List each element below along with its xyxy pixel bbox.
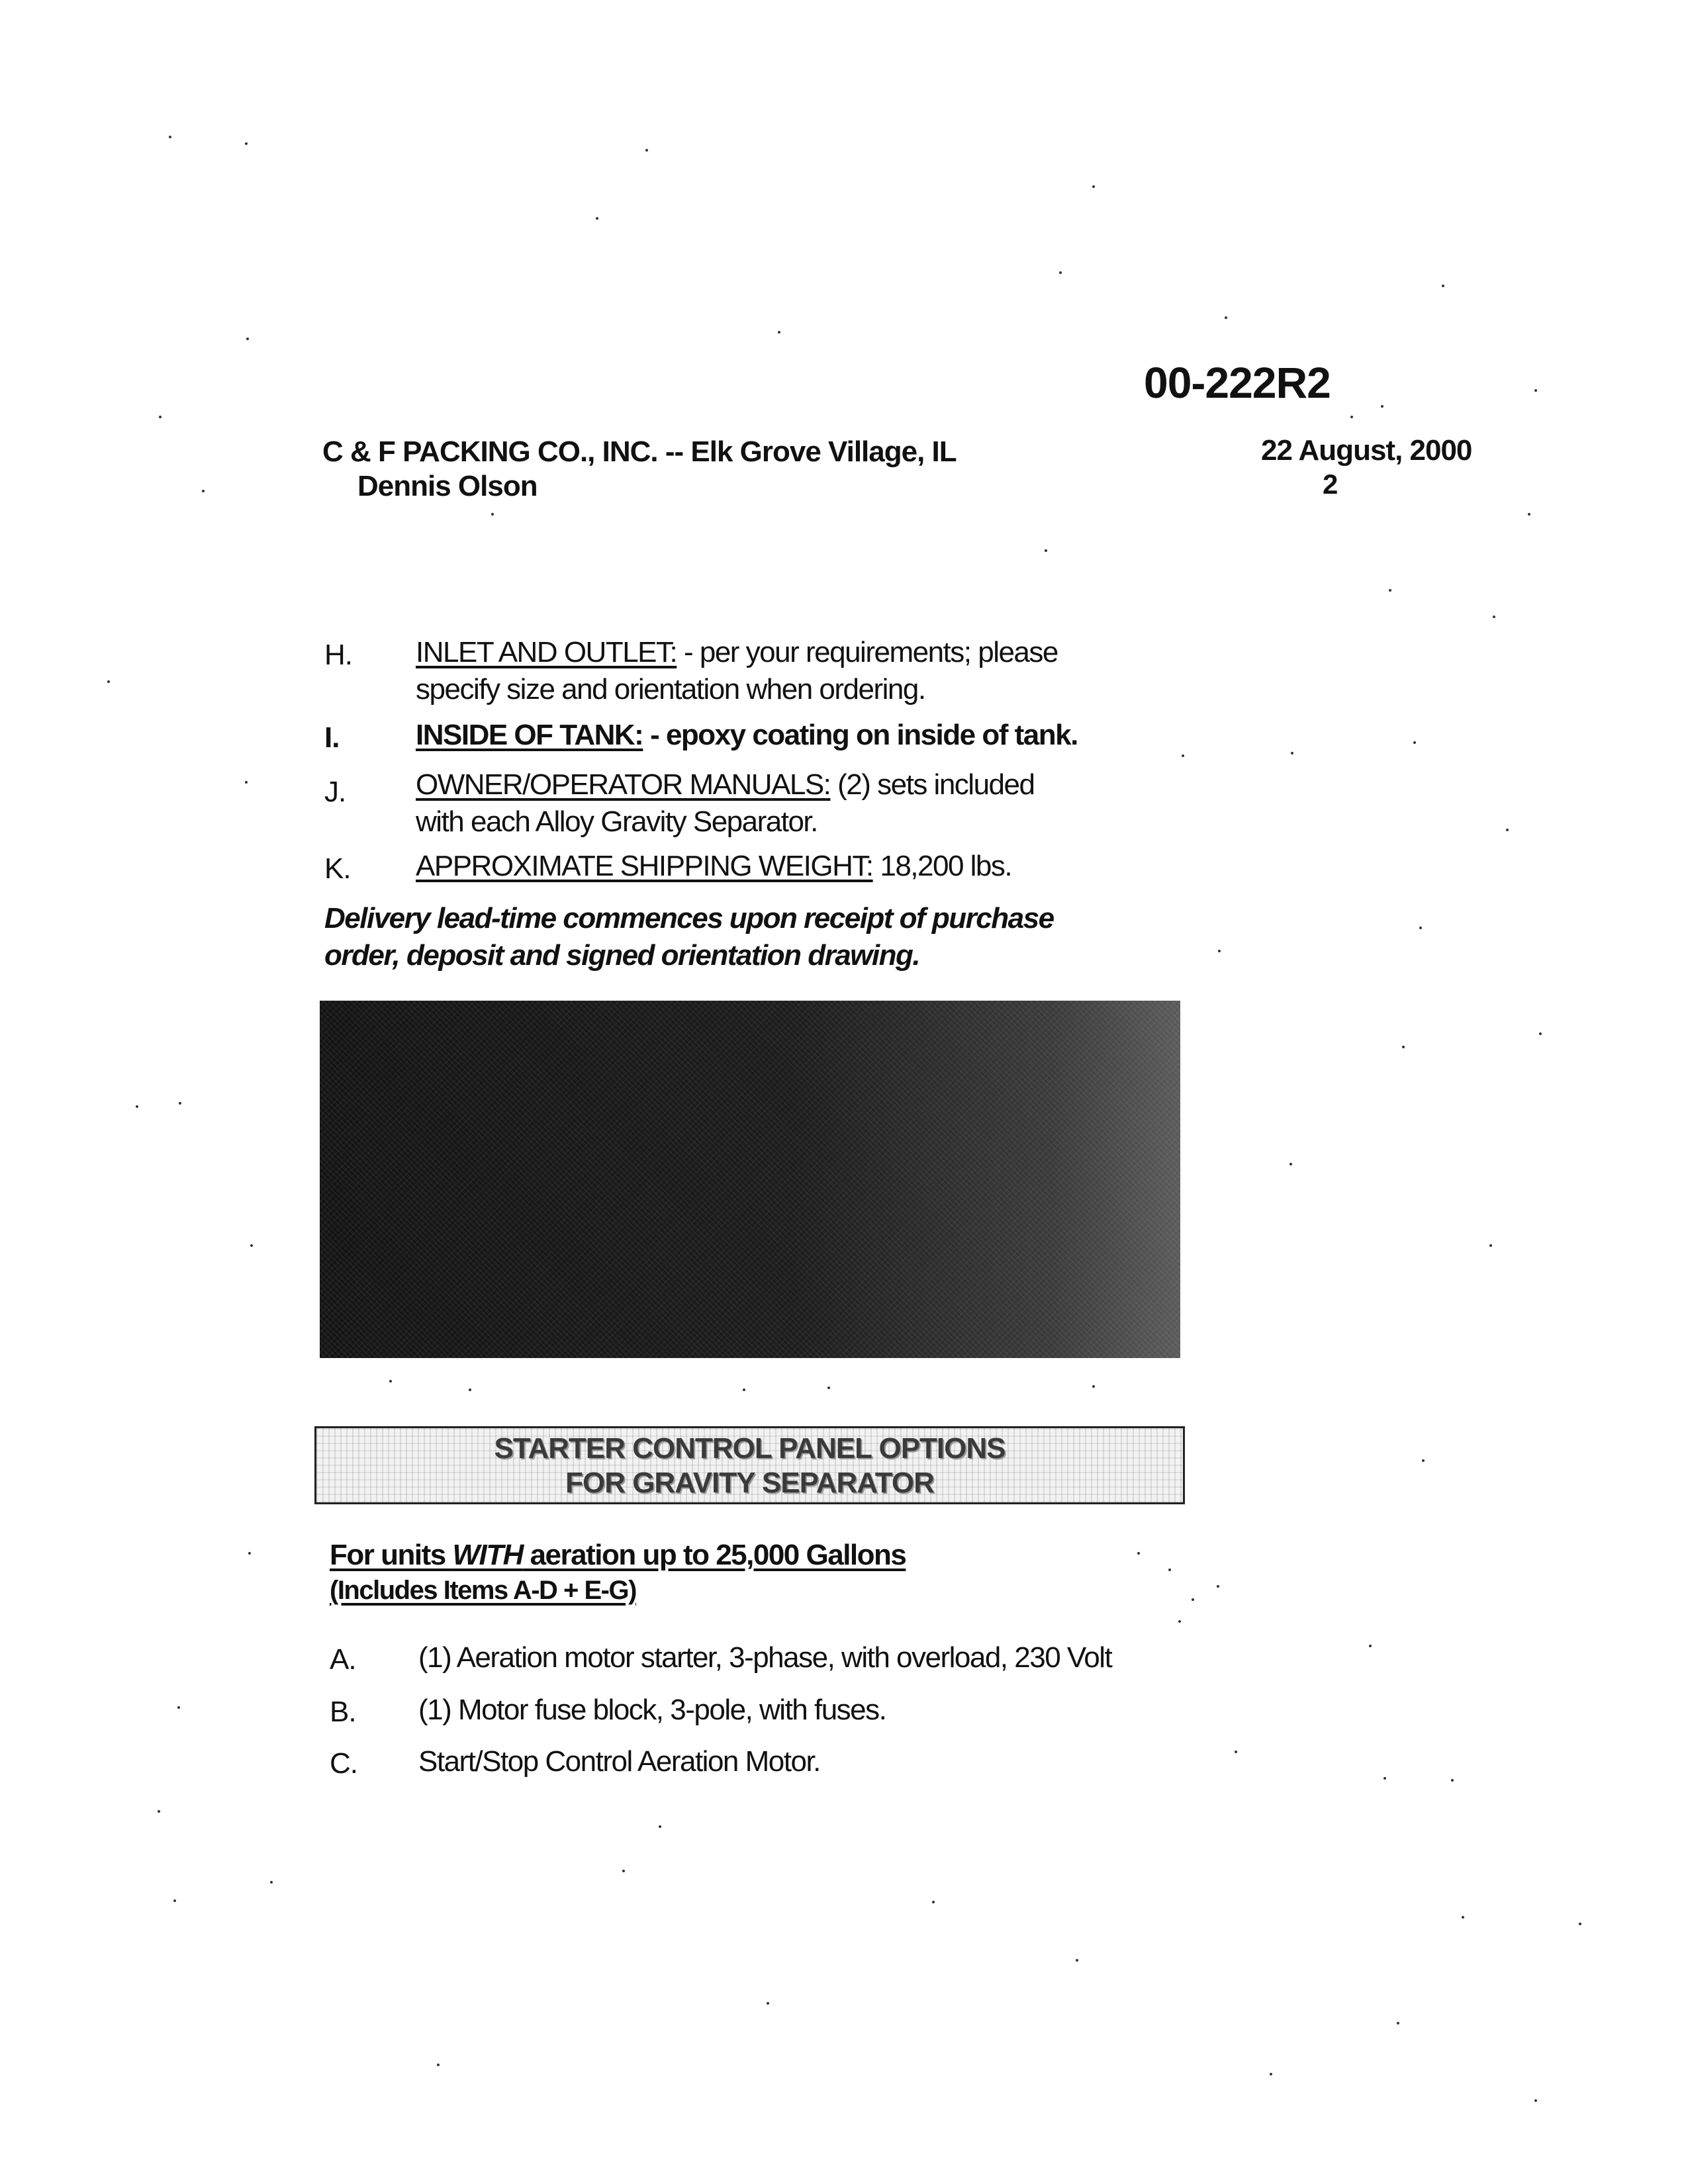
scan-speck [1462,1916,1464,1919]
scan-speck [1178,1620,1181,1623]
option-letter: B. [330,1696,356,1728]
item-title: APPROXIMATE SHIPPING WEIGHT: [416,850,873,882]
scan-speck [173,1899,176,1902]
scan-speck [1092,1385,1095,1388]
list-item [416,766,1034,841]
list-item [416,634,1058,708]
scan-speck [596,217,598,220]
scan-speck [1528,513,1530,516]
delivery-note [324,900,1054,974]
scan-speck [1579,1923,1581,1925]
scan-speck [179,1102,181,1105]
contact-name: Dennis Olson [357,470,538,502]
scan-speck [1235,1751,1237,1753]
heading-emphasis: WITH [452,1539,523,1571]
list-item [416,717,1078,754]
item-letter: I. [324,721,340,754]
scan-speck [932,1901,935,1903]
scan-speck [136,1105,138,1108]
scan-speck [1419,927,1422,929]
scan-speck [245,781,248,784]
item-text: (2) sets included [830,768,1035,801]
scan-speck [1402,1046,1405,1048]
document-number: 00-222R2 [1144,358,1331,407]
scan-speck [1534,2099,1537,2102]
heading-prefix: For units [330,1539,453,1571]
scan-speck [1137,1552,1140,1555]
scan-speck [1493,615,1495,618]
scan-speck [250,1244,253,1247]
item-letter: K. [324,852,351,885]
scan-speck [1369,1645,1372,1647]
scan-speck [1422,1459,1425,1462]
scan-speck [1168,1569,1171,1571]
page-number: 2 [1323,469,1338,500]
note-line: Delivery lead-time commences upon receipt of purchase [324,902,1054,934]
scan-speck [1182,754,1184,757]
section-heading [330,1539,906,1572]
company-name: C & F PACKING CO., INC. -- Elk Grove Village, IL [322,435,957,468]
scan-speck [1489,1244,1492,1247]
scan-speck [248,1552,251,1555]
scan-speck [1383,1777,1386,1780]
scan-speck [1217,1585,1219,1588]
scan-speck [767,2002,769,2005]
scan-speck [1506,829,1509,831]
item-title: INSIDE OF TANK: [416,719,643,751]
item-text: - epoxy coating on inside of tank. [643,719,1078,751]
scan-speck [1397,2022,1399,2025]
item-title: OWNER/OPERATOR MANUALS: [416,768,831,801]
scan-speck [202,490,205,492]
item-text: 18,200 lbs. [872,850,1012,882]
section-subheading: (Includes Items A-D + E-G) [330,1576,636,1605]
item-text: - per your requirements; please [677,636,1058,668]
option-text: (1) Motor fuse block, 3-pole, with fuses. [418,1694,886,1726]
scan-speck [389,1380,392,1383]
item-title: INLET AND OUTLET: [416,636,677,668]
scan-speck [1045,549,1047,552]
scan-speck [827,1387,830,1389]
panel-title: STARTER CONTROL PANEL OPTIONS [494,1432,1006,1465]
scan-speck [645,149,648,152]
scan-speck [1451,1779,1454,1782]
scan-speck [1076,1959,1078,1962]
scan-speck [270,1881,273,1884]
document-date: 22 August, 2000 [1261,434,1472,467]
scan-speck [1381,405,1383,408]
scan-speck [1192,1598,1194,1601]
panel-subtitle: FOR GRAVITY SEPARATOR [565,1467,934,1499]
scan-speck [1389,589,1391,592]
scan-speck [159,416,162,418]
heading-suffix: aeration up to 25,000 Gallons [522,1539,906,1571]
scan-speck [1059,271,1062,274]
scan-speck [1092,185,1095,188]
option-text: (1) Aeration motor starter, 3-phase, with overload, 230 Volt [418,1641,1112,1674]
scan-speck [245,142,248,145]
item-text: with each Alloy Gravity Separator. [416,805,818,838]
scan-speck [469,1388,471,1391]
scan-speck [622,1870,625,1872]
scan-speck [491,513,494,516]
list-item [416,848,1011,885]
item-letter: H. [324,639,352,671]
scan-speck [1413,741,1416,744]
scan-speck [1539,1032,1542,1035]
scan-speck [158,1810,160,1813]
item-letter: J. [324,776,346,808]
scan-speck [246,338,249,340]
option-text: Start/Stop Control Aeration Motor. [418,1745,820,1778]
option-letter: C. [330,1747,357,1780]
note-line: order, deposit and signed orientation drawing. [324,939,920,972]
scan-speck [437,2064,440,2066]
scan-speck [778,331,780,334]
scan-speck [177,1706,180,1709]
redacted-block [320,1001,1180,1358]
panel-options-box [314,1426,1185,1504]
scan-speck [1350,416,1353,418]
scan-speck [659,1825,661,1828]
scan-speck [169,136,171,138]
scan-speck [1534,389,1537,392]
scan-speck [1442,285,1444,287]
option-letter: A. [330,1643,356,1676]
scan-speck [1225,316,1227,319]
item-text: specify size and orientation when ordering. [416,673,925,705]
scan-speck [1291,752,1293,754]
scan-speck [1218,950,1221,952]
scan-speck [107,680,110,683]
scan-speck [1270,2073,1272,2075]
scan-speck [743,1388,745,1391]
scan-speck [1289,1163,1292,1165]
